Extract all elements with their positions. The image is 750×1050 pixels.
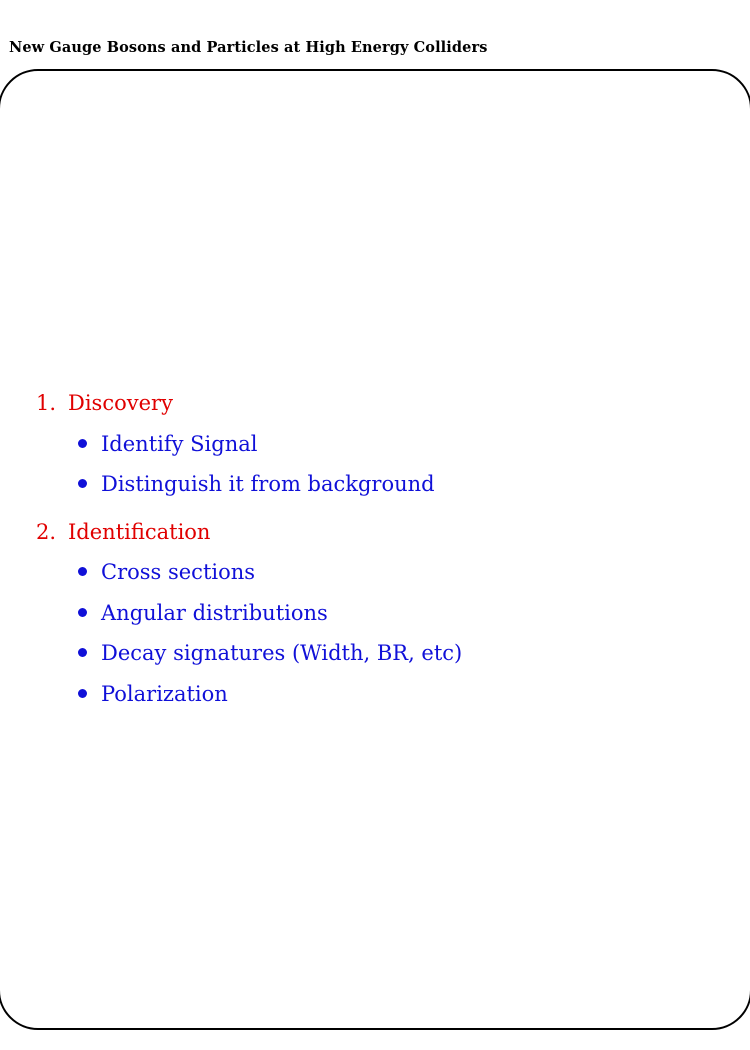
- bullet-icon: [78, 567, 87, 576]
- list-item-text: Decay signatures (Width, BR, etc): [101, 641, 463, 665]
- list-item: [78, 600, 328, 626]
- section-heading-discovery: [36, 390, 173, 416]
- section-number: 1.: [36, 391, 57, 415]
- bullet-icon: [78, 689, 87, 698]
- list-item: [78, 681, 228, 707]
- section-title: Identification: [68, 520, 211, 544]
- slide-frame: [0, 69, 750, 1030]
- list-item-text: Polarization: [101, 682, 228, 706]
- section-number: 2.: [36, 520, 57, 544]
- list-item: [78, 471, 435, 497]
- list-item: [78, 431, 257, 457]
- section-title: Discovery: [68, 391, 173, 415]
- running-header-title: New Gauge Bosons and Particles at High Energy Colliders: [9, 39, 488, 56]
- list-item: [78, 559, 255, 585]
- list-item-text: Distinguish it from background: [101, 472, 435, 496]
- bullet-icon: [78, 439, 87, 448]
- list-item-text: Identify Signal: [101, 432, 258, 456]
- list-item-text: Cross sections: [101, 560, 256, 584]
- list-item: [78, 640, 462, 666]
- bullet-icon: [78, 479, 87, 488]
- section-heading-identification: [36, 519, 210, 545]
- list-item-text: Angular distributions: [101, 601, 328, 625]
- bullet-icon: [78, 608, 87, 617]
- bullet-icon: [78, 648, 87, 657]
